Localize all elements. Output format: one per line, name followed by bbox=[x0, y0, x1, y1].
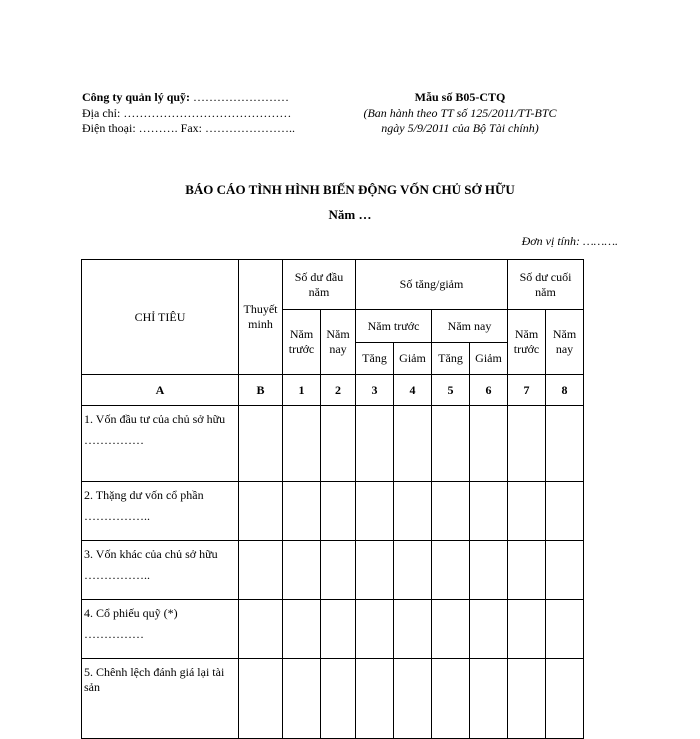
table-row bbox=[82, 406, 584, 482]
unit-of-measure: Đơn vị tính: ………. bbox=[521, 234, 618, 248]
current-increase: Tăng bbox=[432, 343, 470, 375]
table-cell bbox=[283, 482, 321, 541]
col-header-indicator: CHỈ TIÊU bbox=[82, 260, 239, 375]
code-cell: 2 bbox=[321, 375, 356, 406]
table-cell bbox=[508, 541, 546, 600]
table-cell bbox=[394, 406, 432, 482]
prior-decrease: Giảm bbox=[394, 343, 432, 375]
table-cell bbox=[546, 406, 584, 482]
row-dots: …………… bbox=[84, 627, 144, 641]
code-cell: 7 bbox=[508, 375, 546, 406]
code-cell: 1 bbox=[283, 375, 321, 406]
table-cell bbox=[394, 600, 432, 659]
row-label: 4. Cổ phiếu quỹ (*) bbox=[84, 606, 178, 620]
row-indicator bbox=[82, 541, 239, 600]
row-indicator bbox=[82, 406, 239, 482]
prior-increase: Tăng bbox=[356, 343, 394, 375]
table-cell bbox=[283, 541, 321, 600]
table-cell bbox=[321, 541, 356, 600]
col-header-note: Thuyết minh bbox=[239, 260, 283, 375]
report-title: BÁO CÁO TÌNH HÌNH BIẾN ĐỘNG VỐN CHỦ SỞ HỮU bbox=[185, 182, 515, 197]
row-label: 3. Vốn khác của chủ sở hữu bbox=[84, 547, 218, 561]
table-cell bbox=[470, 600, 508, 659]
col-group-change: Số tăng/giảm bbox=[356, 260, 508, 310]
company-line bbox=[82, 90, 295, 106]
table-cell bbox=[321, 600, 356, 659]
table-cell bbox=[239, 600, 283, 659]
table-cell bbox=[432, 659, 470, 739]
row-indicator bbox=[82, 600, 239, 659]
row-label: 5. Chênh lệch đánh giá lại tài sản bbox=[84, 665, 225, 694]
header-left bbox=[82, 90, 295, 137]
table-cell bbox=[356, 482, 394, 541]
opening-this-year: Năm nay bbox=[321, 310, 356, 375]
code-row bbox=[82, 375, 584, 406]
table-cell bbox=[283, 600, 321, 659]
phone-fax-line: Điện thoại: ………. Fax: ………………….. bbox=[82, 121, 295, 135]
table-cell bbox=[321, 406, 356, 482]
company-dots: …………………… bbox=[193, 90, 290, 104]
table-cell bbox=[508, 406, 546, 482]
table-row bbox=[82, 482, 584, 541]
form-number: Mẫu số B05-CTQ bbox=[414, 90, 506, 104]
row-indicator bbox=[82, 659, 239, 739]
issued-line-2: ngày 5/9/2011 của Bộ Tài chính) bbox=[381, 121, 539, 135]
table-cell bbox=[432, 600, 470, 659]
table-cell bbox=[394, 482, 432, 541]
header-right bbox=[330, 90, 590, 137]
row-dots: …………… bbox=[84, 433, 144, 447]
current-decrease: Giảm bbox=[470, 343, 508, 375]
equity-changes-table bbox=[81, 259, 584, 739]
table-cell bbox=[394, 659, 432, 739]
table-cell bbox=[470, 482, 508, 541]
table-cell bbox=[356, 406, 394, 482]
table-cell bbox=[321, 482, 356, 541]
company-label: Công ty quản lý quỹ: bbox=[82, 90, 191, 104]
table-cell bbox=[546, 541, 584, 600]
table-row bbox=[82, 600, 584, 659]
row-label: 2. Thặng dư vốn cổ phần bbox=[84, 488, 204, 502]
table-cell bbox=[432, 482, 470, 541]
table-cell bbox=[394, 541, 432, 600]
table-cell bbox=[239, 541, 283, 600]
row-indicator bbox=[82, 482, 239, 541]
table-cell bbox=[546, 482, 584, 541]
address-line: Địa chỉ: …………………………………… bbox=[82, 105, 292, 120]
table-row bbox=[82, 659, 584, 739]
opening-prior-year: Năm trước bbox=[283, 310, 321, 375]
row-label: 1. Vốn đầu tư của chủ sở hữu bbox=[84, 412, 226, 426]
table-cell bbox=[239, 659, 283, 739]
code-cell: 8 bbox=[546, 375, 584, 406]
table-cell bbox=[432, 541, 470, 600]
table-cell bbox=[321, 659, 356, 739]
table-cell bbox=[239, 406, 283, 482]
code-cell: 3 bbox=[356, 375, 394, 406]
issued-line-1: (Ban hành theo TT số 125/2011/TT-BTC bbox=[363, 105, 557, 120]
table-cell bbox=[546, 600, 584, 659]
code-cell: B bbox=[239, 375, 283, 406]
table-cell bbox=[546, 659, 584, 739]
code-cell: 4 bbox=[394, 375, 432, 406]
row-dots: …………….. bbox=[84, 509, 150, 523]
table-cell bbox=[508, 659, 546, 739]
table-cell bbox=[470, 406, 508, 482]
table-cell bbox=[470, 541, 508, 600]
table-cell bbox=[283, 406, 321, 482]
code-cell: A bbox=[82, 375, 239, 406]
code-cell: 5 bbox=[432, 375, 470, 406]
report-year: Năm … bbox=[328, 207, 372, 222]
closing-this-year: Năm nay bbox=[546, 310, 584, 375]
table-cell bbox=[432, 406, 470, 482]
col-group-closing: Số dư cuối năm bbox=[508, 260, 584, 310]
table-cell bbox=[470, 659, 508, 739]
table-cell bbox=[508, 600, 546, 659]
table-cell bbox=[283, 659, 321, 739]
code-cell: 6 bbox=[470, 375, 508, 406]
closing-prior-year: Năm trước bbox=[508, 310, 546, 375]
col-group-opening: Số dư đầu năm bbox=[283, 260, 356, 310]
change-prior-year: Năm trước bbox=[356, 310, 432, 343]
table-cell bbox=[508, 482, 546, 541]
table-row bbox=[82, 541, 584, 600]
table-cell bbox=[356, 659, 394, 739]
row-dots: …………….. bbox=[84, 568, 150, 582]
table-cell bbox=[356, 541, 394, 600]
table-cell bbox=[356, 600, 394, 659]
table-cell bbox=[239, 482, 283, 541]
change-this-year: Năm nay bbox=[432, 310, 508, 343]
